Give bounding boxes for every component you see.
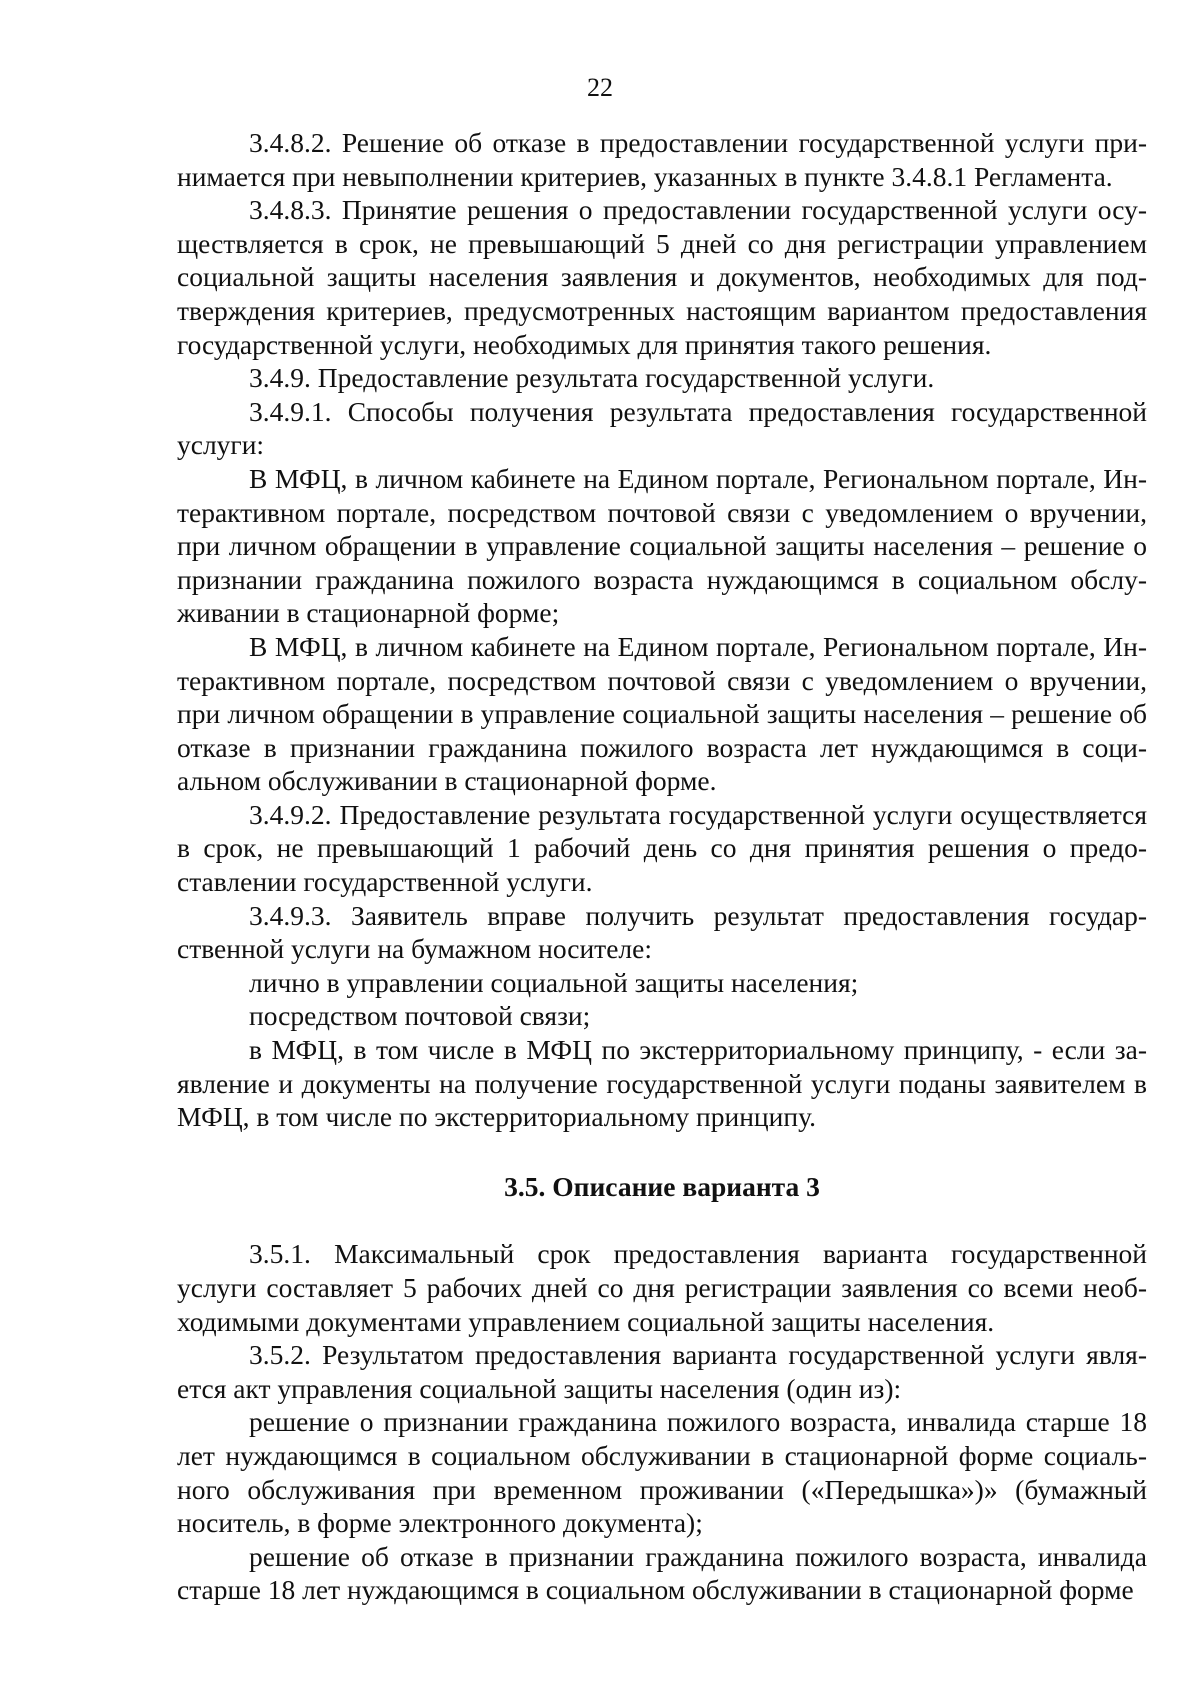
page-number: 22 xyxy=(587,73,613,102)
paragraph-mfc-refusal: В МФЦ, в личном кабинете на Едином портале, Региональном портале, Интерактивном портале, посредством почтовой связи с уведомлением о вручении, при личном обращении в управление социальной защиты населения – решение об отказе в признании гражданина пожилого возраста лет нуждающимся в социальном обслуживании в стационарной форме. xyxy=(177,630,1147,797)
document-body xyxy=(177,126,1147,1607)
paragraph-3-5-2: 3.5.2. Результатом предоставления варианта государственной услуги является акт управления социальной защиты населения (один из): xyxy=(177,1339,1147,1404)
paragraph-decision-approval: решение о признании гражданина пожилого возраста, инвалида старше 18 лет нуждающимся в социальном обслуживании в стационарной форме социального обслуживания при временном проживании («Передышка»)» (бумажный носитель, в форме электронного документа); xyxy=(177,1406,1147,1539)
section-heading: 3.5. Описание варианта 3 xyxy=(504,1170,820,1202)
paragraph-3-4-9: 3.4.9. Предоставление результата государственной услуги. xyxy=(249,362,935,394)
paragraph-3-4-9-2: 3.4.9.2. Предоставление результата государственной услуги осуществляется в срок, не превышающий 1 рабочий день со дня принятия решения о предоставлении государственной услуги. xyxy=(177,798,1147,898)
paragraph-mfc-approval: В МФЦ, в личном кабинете на Едином портале, Региональном портале, Интерактивном портале, посредством почтовой связи с уведомлением о вручении, при личном обращении в управление социальной защиты населения – решение о признании гражданина пожилого возраста нуждающимся в социальном обслуживании в стационарной форме; xyxy=(177,462,1147,629)
paragraph-3-4-9-3: 3.4.9.3. Заявитель вправе получить результат предоставления государственной услуги на бумажном носителе: xyxy=(177,899,1147,965)
paragraph-3-5-1: 3.5.1. Максимальный срок предоставления варианта государственной услуги составляет 5 рабочих дней со дня регистрации заявления со всеми необходимыми документами управлением социальной защиты населения. xyxy=(177,1238,1147,1337)
paragraph-decision-refusal: решение об отказе в признании гражданина пожилого возраста, инвалида старше 18 лет нуждающимся в социальном обслуживании в стационарной форме xyxy=(177,1540,1147,1606)
paragraph-3-4-9-1: 3.4.9.1. Способы получения результата предоставления государственной услуги: xyxy=(177,395,1147,461)
paragraph-3-4-8-3: 3.4.8.3. Принятие решения о предоставлении государственной услуги осуществляется в срок, не превышающий 5 дней со дня регистрации управлением социальной защиты населения заявления и документов, необходимых для подтверждения критериев, предусмотренных настоящим вариантом предоставления государственной услуги, необходимых для принятия такого решения. xyxy=(177,194,1147,360)
list-item-postal: посредством почтовой связи; xyxy=(249,1000,591,1032)
list-item-mfc: в МФЦ, в том числе в МФЦ по экстерриториальному принципу, - если заявление и документы на получение государственной услуги поданы заявителем в МФЦ, в том числе по экстерриториальному принципу. xyxy=(177,1034,1147,1133)
paragraph-3-4-8-2: 3.4.8.2. Решение об отказе в предоставлении государственной услуги принимается при невыполнении критериев, указанных в пункте 3.4.8.1 Регламента. xyxy=(177,127,1147,192)
list-item-in-person: лично в управлении социальной защиты населения; xyxy=(249,966,859,998)
